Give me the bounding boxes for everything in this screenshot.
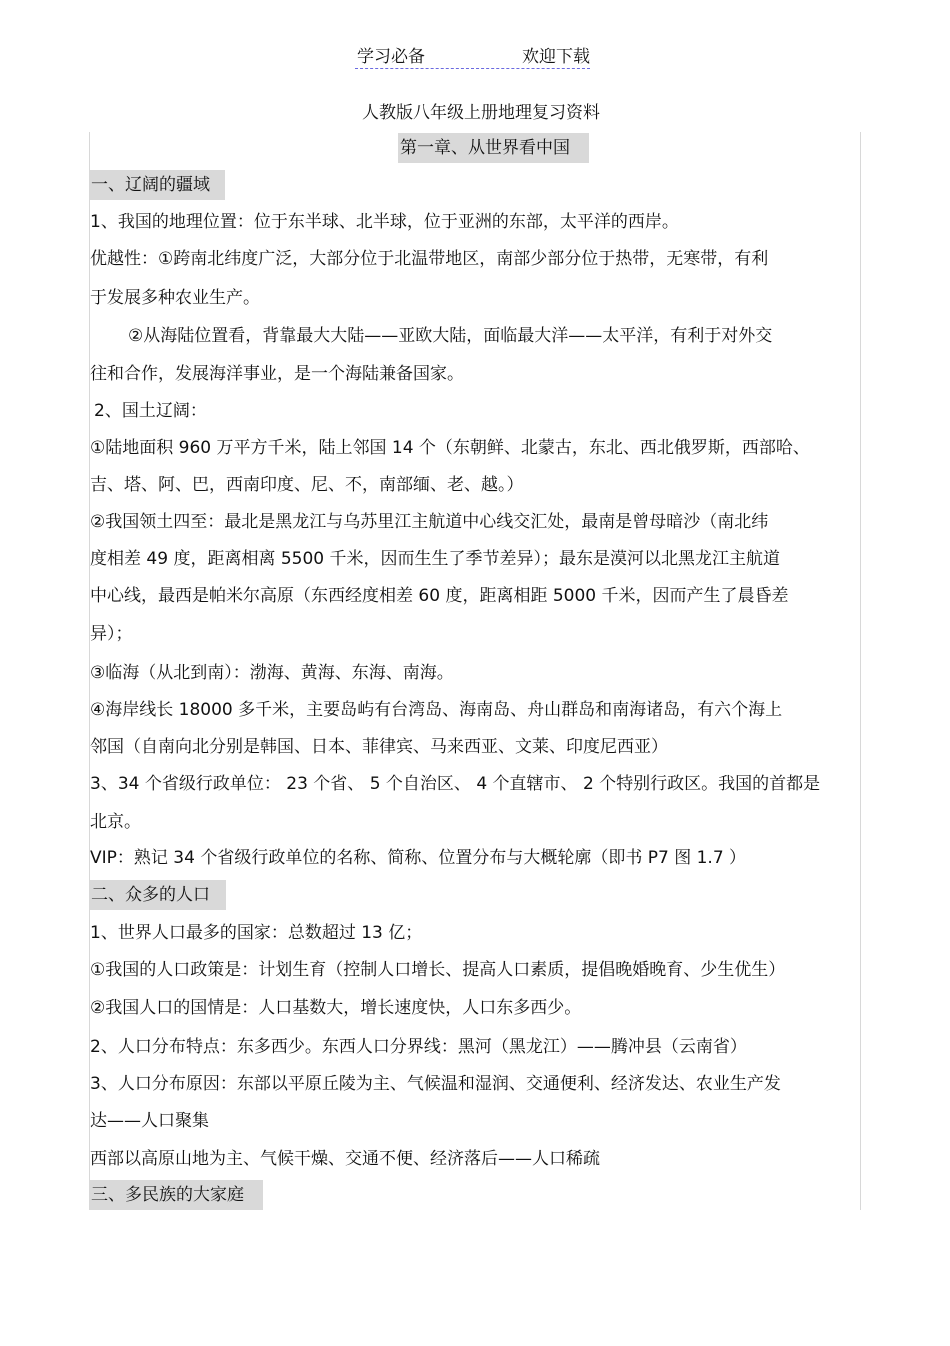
text-line: ②从海陆位置看，背靠最大大陆——亚欧大陆，面临最大洋——太平洋，有利于对外交 — [128, 326, 773, 346]
text-line: VIP：熟记 34 个省级行政单位的名称、简称、位置分布与大概轮廓（即书 P7 图 1.7 ） — [90, 848, 747, 868]
text-line: 优越性：①跨南北纬度广泛，大部分位于北温带地区，南部少部分位于热带，无寒带，有利 — [90, 249, 769, 269]
text-line: 3、人口分布原因：东部以平原丘陵为主、气候温和湿润、交通便利、经济发达、农业生产发 — [90, 1074, 781, 1094]
text-line: ①陆地面积 960 万平方千米，陆上邻国 14 个（东朝鲜、北蒙古，东北、西北俄罗斯，西部哈、 — [90, 438, 810, 458]
page-header — [355, 40, 590, 69]
text-line: 3、34 个省级行政单位： 23 个省、 5 个自治区、 4 个直辖市、 2 个特别行政区。我国的首都是 — [90, 774, 821, 794]
text-line: ④海岸线长 18000 多千米，主要岛屿有台湾岛、海南岛、舟山群岛和南海诸岛，有六个海上 — [90, 700, 783, 720]
text-line: ①我国的人口政策是：计划生育（控制人口增长、提高人口素质，提倡晚婚晚育、少生优生） — [90, 960, 786, 980]
text-line: 北京。 — [90, 812, 141, 832]
text-line: 邻国（自南向北分别是韩国、日本、菲律宾、马来西亚、文莱、印度尼西亚） — [90, 737, 668, 757]
text-line: 吉、塔、阿、巴，西南印度、尼、不，南部缅、老、越。） — [90, 475, 524, 495]
text-line: ②我国领土四至：最北是黑龙江与乌苏里江主航道中心线交汇处，最南是曾母暗沙（南北纬 — [90, 512, 769, 532]
text-line: 2、人口分布特点：东多西少。东西人口分界线：黑河（黑龙江）——腾冲县（云南省） — [90, 1037, 747, 1057]
text-line: ②我国人口的国情是：人口基数大，增长速度快，人口东多西少。 — [90, 998, 582, 1018]
text-line: 于发展多种农业生产。 — [90, 288, 260, 308]
text-line: 往和合作，发展海洋事业，是一个海陆兼备国家。 — [90, 364, 464, 384]
text-line: 1、世界人口最多的国家：总数超过 13 亿； — [90, 923, 423, 943]
text-line: 达——人口聚集 — [90, 1111, 209, 1131]
text-line: 西部以高原山地为主、气候干燥、交通不便、经济落后——人口稀疏 — [90, 1149, 600, 1169]
text-line: 异）； — [90, 624, 133, 644]
text-line: 1、我国的地理位置：位于东半球、北半球，位于亚洲的东部，太平洋的西岸。 — [90, 212, 679, 232]
chapter-heading: 第一章、从世界看中国 — [398, 133, 589, 163]
text-line: 2、国土辽阔： — [94, 401, 207, 421]
document-title-text: 人教版八年级上册地理复习资料 — [362, 103, 600, 123]
document-title — [0, 98, 950, 123]
header-left-text: 学习必备 — [357, 47, 425, 67]
text-line: 度相差 49 度，距离相离 5500 千米，因而生生了季节差异）；最东是漠河以北黑龙江主航道 — [90, 549, 781, 569]
section-heading-population: 二、众多的人口 — [90, 880, 226, 910]
text-line: 中心线，最西是帕米尔高原（东西经度相差 60 度，距离相距 5000 千米，因而产生了晨昏差 — [90, 586, 789, 606]
section-heading-ethnic-groups: 三、多民族的大家庭 — [90, 1180, 263, 1210]
header-right-text: 欢迎下载 — [522, 47, 590, 67]
section-heading-territory: 一、辽阔的疆域 — [90, 170, 225, 200]
text-line: ③临海（从北到南）：渤海、黄海、东海、南海。 — [90, 663, 454, 683]
